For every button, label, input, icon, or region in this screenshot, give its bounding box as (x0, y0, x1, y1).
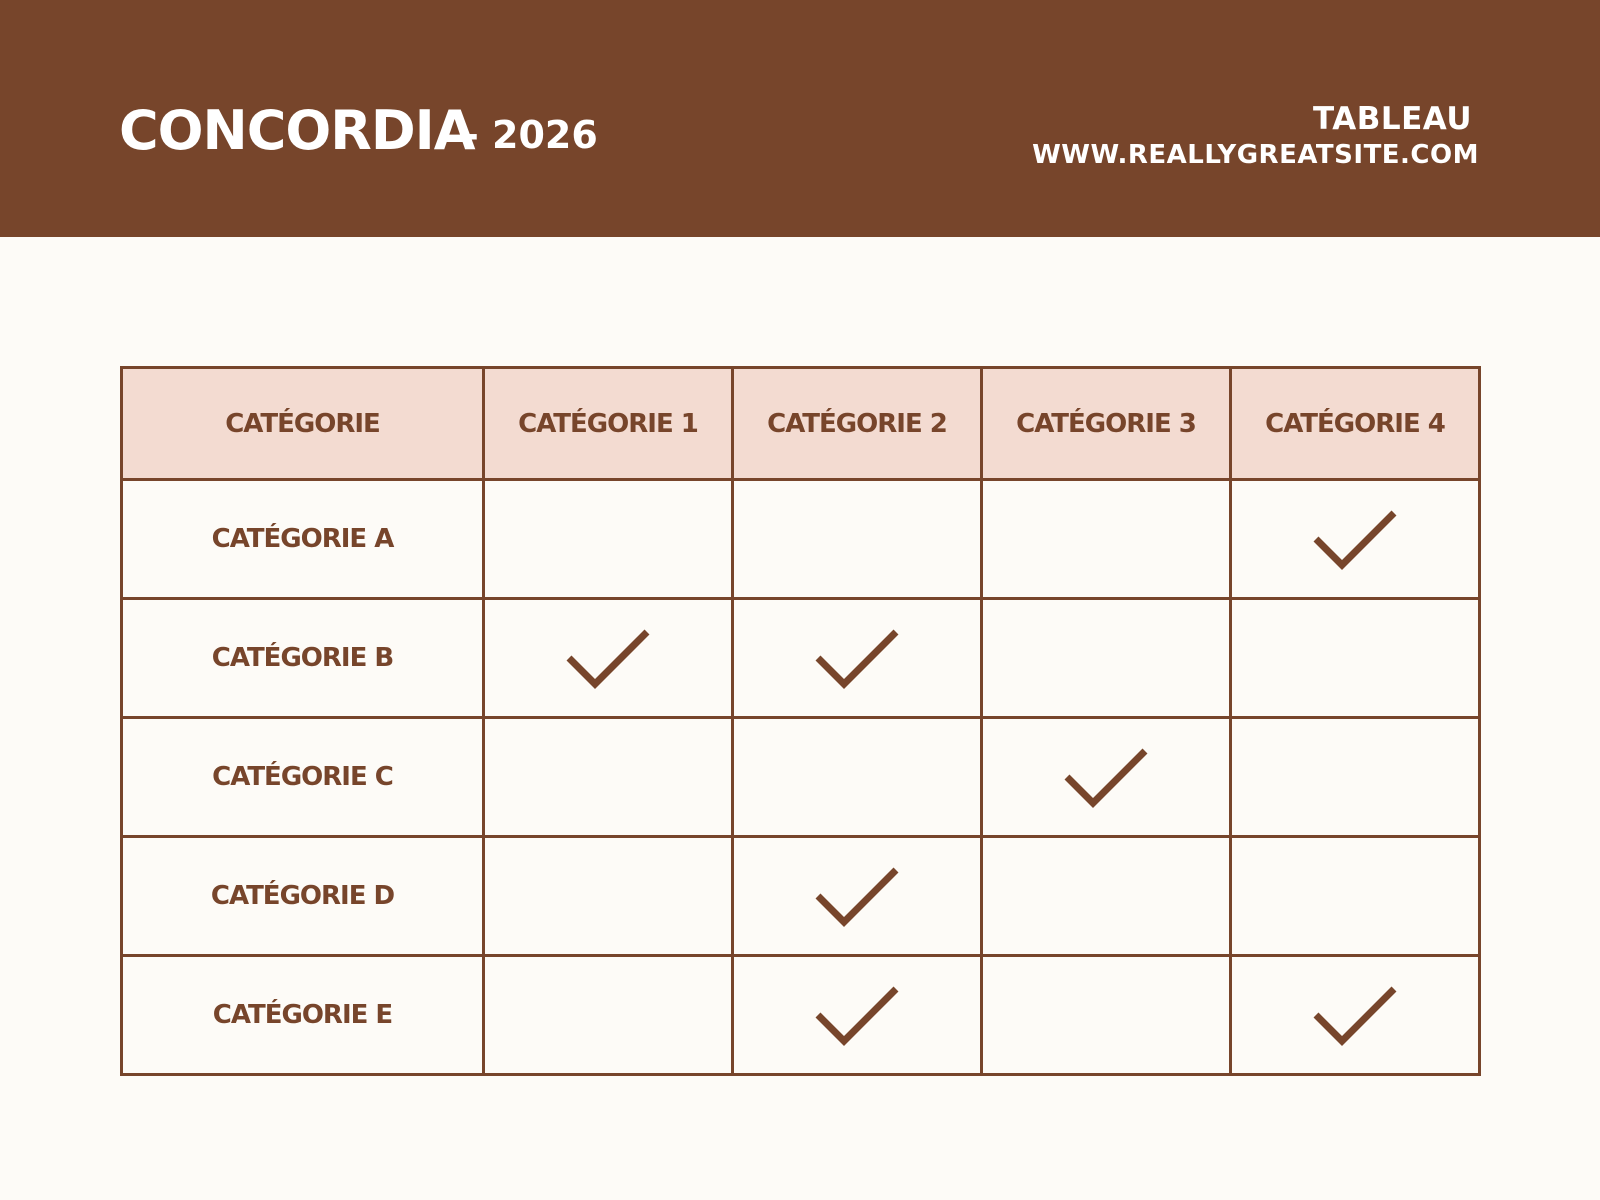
header-banner (0, 0, 1600, 237)
table-cell (484, 718, 733, 837)
table-cell (982, 956, 1231, 1075)
table-cell (1231, 480, 1480, 599)
table-row (122, 956, 1480, 1075)
check-icon (1313, 507, 1397, 571)
table-cell (484, 956, 733, 1075)
website-link[interactable]: WWW.REALLYGREATSITE.COM (1032, 140, 1479, 170)
row-label: CATÉGORIE C (122, 718, 484, 837)
table-cell (1231, 599, 1480, 718)
page-subtitle: TABLEAU (1313, 101, 1472, 137)
table-cell (484, 837, 733, 956)
header-info (1032, 100, 1479, 172)
table-row (122, 718, 1480, 837)
page-title: CONCORDIA (119, 99, 475, 162)
table-cell (733, 837, 982, 956)
column-header: CATÉGORIE 1 (484, 368, 733, 480)
table-cell (484, 480, 733, 599)
table-cell (982, 718, 1231, 837)
table-row (122, 480, 1480, 599)
check-icon (815, 626, 899, 690)
table-row (122, 837, 1480, 956)
row-label: CATÉGORIE D (122, 837, 484, 956)
column-header: CATÉGORIE 3 (982, 368, 1231, 480)
row-label: CATÉGORIE A (122, 480, 484, 599)
table-cell (733, 599, 982, 718)
column-header: CATÉGORIE (122, 368, 484, 480)
check-icon (815, 864, 899, 928)
check-icon (566, 626, 650, 690)
table-cell (1231, 718, 1480, 837)
check-icon (1064, 745, 1148, 809)
row-label: CATÉGORIE E (122, 956, 484, 1075)
table-header-row (122, 368, 1480, 480)
page-year: - 2026 (463, 113, 598, 157)
category-table (120, 366, 1481, 1076)
table-cell (1231, 837, 1480, 956)
check-icon (815, 983, 899, 1047)
table-cell (733, 718, 982, 837)
table-cell (733, 956, 982, 1075)
table-row (122, 599, 1480, 718)
column-header: CATÉGORIE 4 (1231, 368, 1480, 480)
table-cell (1231, 956, 1480, 1075)
table-cell (982, 837, 1231, 956)
table-cell (982, 480, 1231, 599)
table-cell (733, 480, 982, 599)
table-cell (982, 599, 1231, 718)
check-icon (1313, 983, 1397, 1047)
column-header: CATÉGORIE 2 (733, 368, 982, 480)
table-cell (484, 599, 733, 718)
row-label: CATÉGORIE B (122, 599, 484, 718)
